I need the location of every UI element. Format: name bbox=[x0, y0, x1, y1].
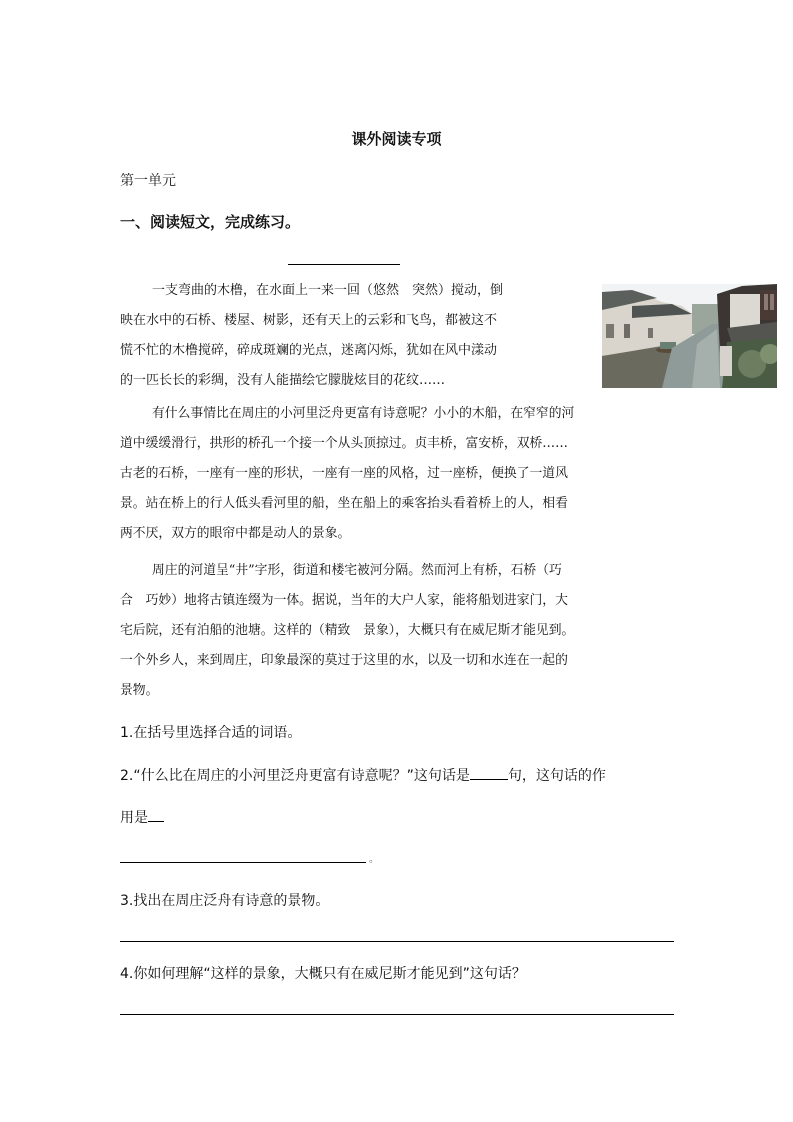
passage-title-blank[interactable] bbox=[288, 264, 400, 265]
passage-line: 道中缓缓滑行，拱形的桥孔一个接一个从头顶掠过。贞丰桥，富安桥，双桥…… bbox=[120, 436, 568, 451]
answer-line-q3[interactable] bbox=[120, 941, 674, 942]
question-text: 用是 bbox=[120, 810, 148, 826]
question-1 bbox=[120, 722, 301, 742]
passage-line: 古老的石桥，一座有一座的形状，一座有一座的风格，过一座桥，便换了一道风 bbox=[120, 466, 568, 481]
passage-line: 景物。 bbox=[120, 683, 159, 698]
question-text: 句，这句话的作 bbox=[507, 768, 606, 784]
question-number: 2. bbox=[120, 768, 134, 784]
section-heading: 一、阅读短文，完成练习。 bbox=[120, 213, 301, 231]
passage-line: 景。站在桥上的行人低头看河里的船，坐在船上的乘客抬头看着桥上的人，相看 bbox=[120, 496, 568, 511]
question-number: 4. bbox=[120, 966, 134, 982]
question-number: 3. bbox=[120, 893, 134, 909]
passage-line: 映在水中的石桥、楼屋、树影，还有天上的云彩和飞鸟，都被这不 bbox=[120, 313, 498, 328]
passage-line: 周庄的河道呈“井”字形，街道和楼宅被河分隔。然而河上有桥，石桥（巧 bbox=[152, 563, 562, 578]
question-text: 在括号里选择合适的词语。 bbox=[133, 725, 302, 741]
question-number: 1. bbox=[120, 725, 134, 741]
function-blank-start[interactable] bbox=[148, 807, 164, 822]
question-2 bbox=[120, 765, 606, 785]
passage-line: 有什么事情比在周庄的小河里泛舟更富有诗意呢？小小的木船，在窄窄的河 bbox=[152, 406, 575, 421]
passage-line: 的一匹长长的彩绸，没有人能描绘它朦胧炫目的花纹…… bbox=[120, 373, 446, 388]
unit-label: 第一单元 bbox=[120, 173, 176, 189]
question-text: 你如何理解“这样的景象，大概只有在威尼斯才能见到”这句话？ bbox=[133, 966, 526, 982]
question-text: “什么比在周庄的小河里泛舟更富有诗意呢？”这句话是 bbox=[133, 768, 470, 784]
question-3 bbox=[120, 890, 329, 910]
question-4 bbox=[120, 963, 526, 983]
sentence-type-blank[interactable] bbox=[470, 765, 508, 780]
zhouzhuang-canal-photo-icon bbox=[602, 284, 777, 388]
passage-line: 一个外乡人，来到周庄，印象最深的莫过于这里的水，以及一切和水连在一起的 bbox=[120, 653, 568, 668]
answer-line-q4[interactable] bbox=[120, 1014, 674, 1015]
question-text: 找出在周庄泛舟有诗意的景物。 bbox=[133, 893, 330, 909]
document-title: 课外阅读专项 bbox=[351, 130, 442, 148]
answer-line-q2[interactable] bbox=[120, 862, 366, 863]
passage-line: 一支弯曲的木橹，在水面上一来一回（悠然 突然）搅动，倒 bbox=[152, 283, 504, 298]
passage-line: 两不厌，双方的眼帘中都是动人的景象。 bbox=[120, 526, 351, 541]
end-period: 。 bbox=[369, 854, 379, 865]
question-2-continued bbox=[120, 807, 164, 827]
passage-line: 慌不忙的木橹搅碎，碎成斑斓的光点，迷离闪烁，犹如在风中漾动 bbox=[120, 343, 498, 358]
passage-line: 合 巧妙）地将古镇连缀为一体。据说，当年的大户人家，能将船划进家门，大 bbox=[120, 593, 568, 608]
passage-line: 宅后院，还有泊船的池塘。这样的（精致 景象），大概只有在威尼斯才能见到。 bbox=[120, 623, 575, 638]
